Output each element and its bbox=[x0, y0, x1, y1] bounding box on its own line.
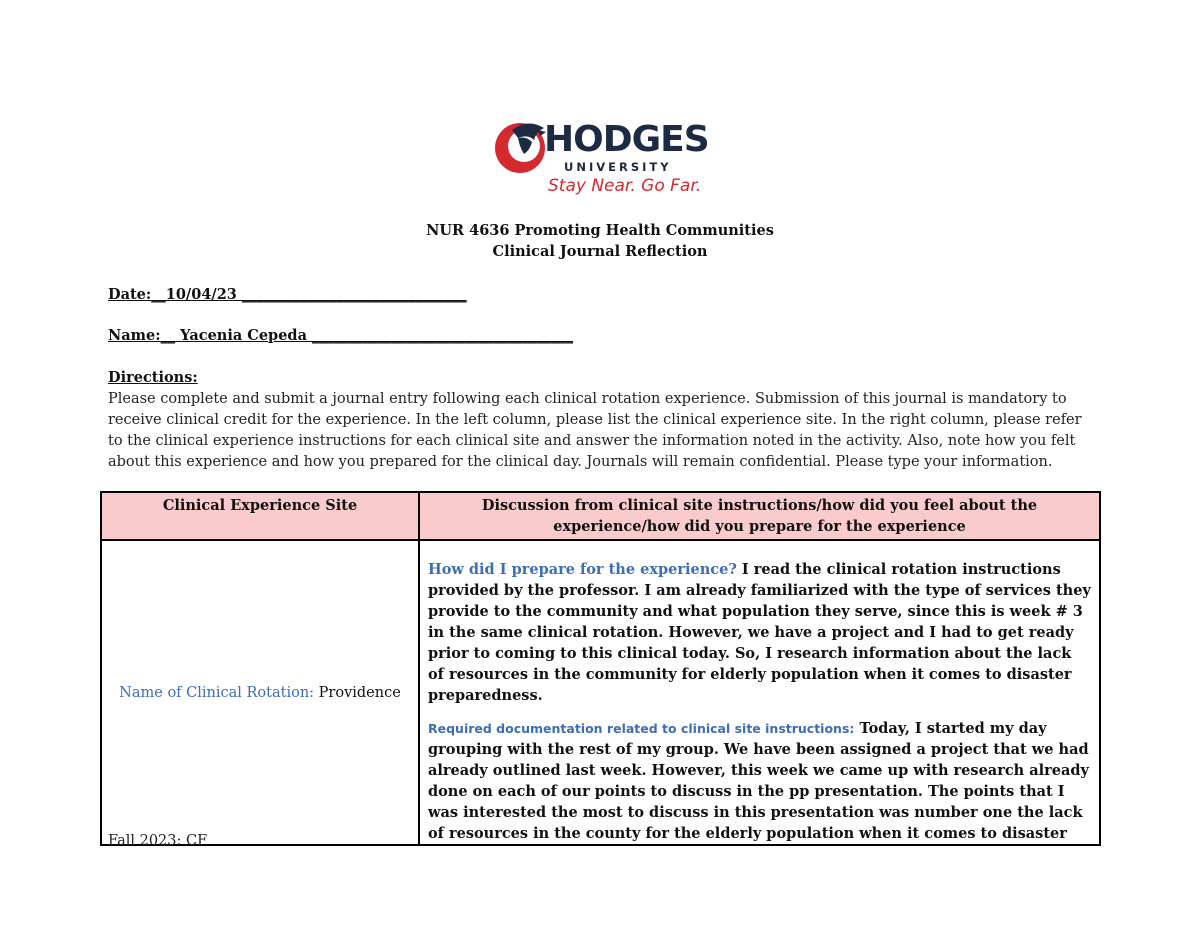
prep-answer: I read the clinical rotation instructions provided by the professor. I am already familiarized with the type of services they provide to the community and what population they serve, since this is week # 3 in the same clinical rotation. However, we have a project and I had to get ready prior to coming to this clinical today. So, I research information about the lack of resources in the community for elderly population when it comes to disaster preparedness. bbox=[428, 561, 1091, 704]
site-value: Providence bbox=[318, 684, 401, 701]
document-title: Clinical Journal Reflection bbox=[492, 243, 708, 260]
table-header-row bbox=[101, 492, 1100, 540]
logo-subtitle: UNIVERSITY bbox=[564, 160, 672, 174]
name-field bbox=[108, 327, 573, 344]
required-label: Required documentation related to clinical site instructions: bbox=[428, 721, 855, 736]
name-tail: ______ bbox=[529, 327, 574, 344]
footer-text: Fall 2023: CF bbox=[108, 833, 208, 849]
journal-table bbox=[100, 491, 1101, 846]
logo-wordmark: HODGES bbox=[544, 119, 709, 160]
logo-tagline: Stay Near. Go Far. bbox=[548, 176, 702, 196]
date-value: __10/04/23 _______________________________ bbox=[151, 286, 467, 303]
column-header-site: Clinical Experience Site bbox=[101, 492, 419, 540]
directions-label: Directions: bbox=[108, 369, 198, 386]
directions-text: Please complete and submit a journal entry following each clinical rotation experience. Submission of this journal is mandatory to receive clinical credit for the experience. In the left column, please list the clinical experience site. In the right column, please refer to the clinical experience instructions for each clinical site and answer the information noted in the activity. Also, note how you felt about this experience and how you prepared for the clinical day. Journals will remain confidential. Please type your information. bbox=[108, 391, 1082, 470]
name-value: __ Yacenia Cepeda ______________________________ bbox=[160, 327, 530, 344]
prep-paragraph bbox=[428, 559, 1091, 706]
course-title: NUR 4636 Promoting Health Communities bbox=[426, 222, 774, 239]
prep-question: How did I prepare for the experience? bbox=[428, 561, 737, 578]
date-label: Date: bbox=[108, 286, 152, 303]
table-row bbox=[101, 540, 1100, 845]
required-paragraph bbox=[428, 718, 1091, 844]
required-answer: Today, I started my day grouping with the rest of my group. We have been assigned a project that we had already outlined last week. However, this week we came up with research already done on each of our points to discuss in the pp presentation. The points that I was interested the most to discuss in this presentation was number one the lack of resources in the county for the elderly population when it comes to disaster bbox=[428, 720, 1089, 842]
hodges-university-logo bbox=[494, 116, 710, 202]
column-header-discussion: Discussion from clinical site instructions/how did you feel about the experience/how did you prepare for the experience bbox=[419, 492, 1100, 540]
name-label: Name: bbox=[108, 327, 161, 344]
discussion-cell bbox=[419, 540, 1100, 845]
site-label: Name of Clinical Rotation: bbox=[119, 684, 315, 701]
date-field bbox=[108, 286, 467, 303]
hawk-emblem-icon bbox=[494, 116, 550, 176]
site-cell bbox=[101, 540, 419, 845]
